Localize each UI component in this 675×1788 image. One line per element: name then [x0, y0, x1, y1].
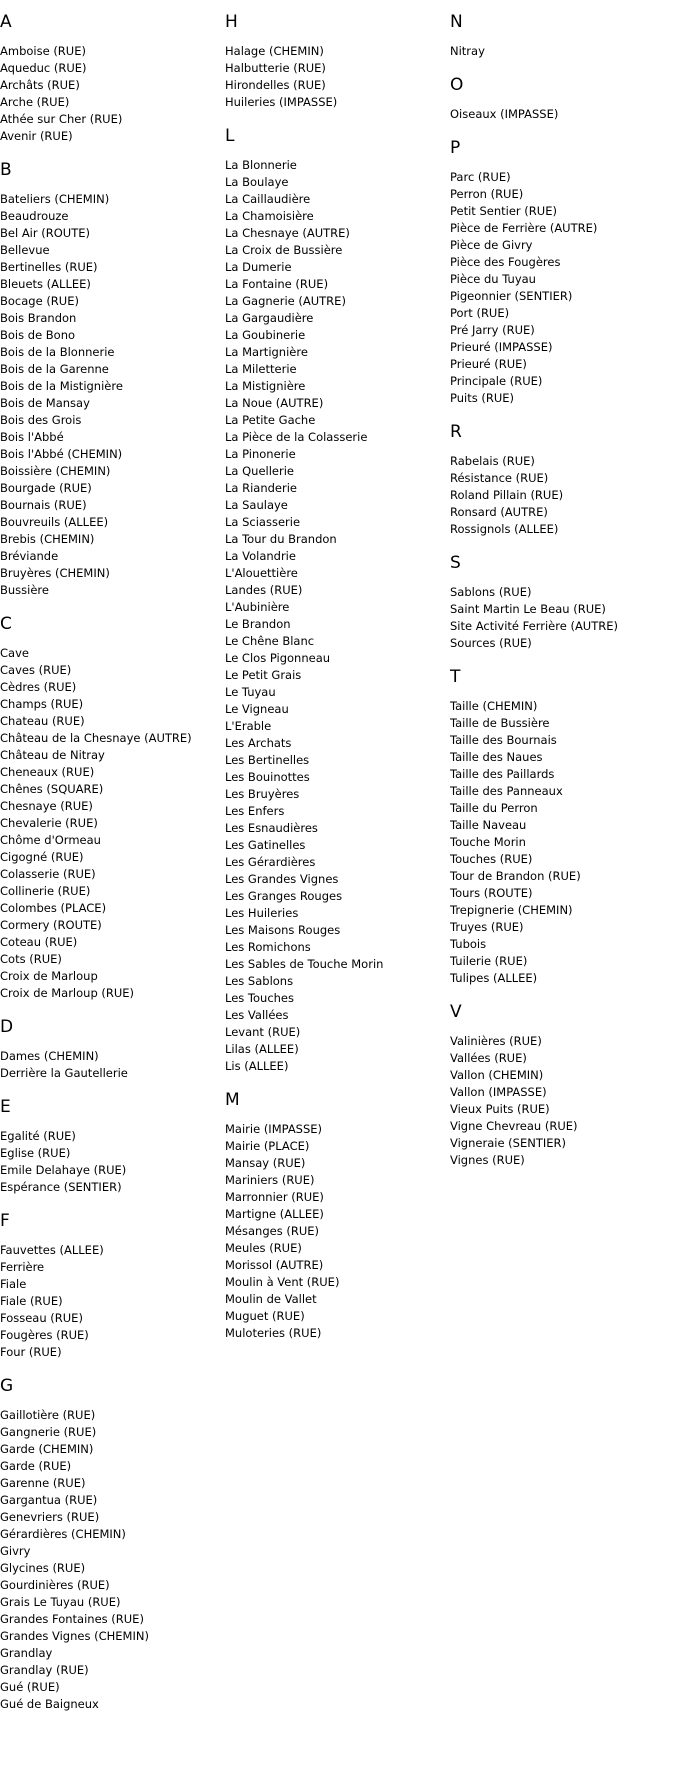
street-link[interactable]: Bouvreuils (ALLEE) [0, 515, 109, 529]
street-link[interactable]: Les Gérardières [225, 855, 316, 869]
street-link[interactable]: Le Brandon [225, 617, 291, 631]
street-link[interactable]: Vigne Chevreau (RUE) [450, 1119, 578, 1133]
street-link[interactable]: Les Bruyères [225, 787, 300, 801]
street-link[interactable]: Les Maisons Rouges [225, 923, 341, 937]
street-link[interactable]: Les Grandes Vignes [225, 872, 339, 886]
street-link[interactable]: Fauvettes (ALLEE) [0, 1243, 104, 1257]
letter-section [0, 1016, 220, 1082]
street-link[interactable]: Bocage (RUE) [0, 294, 79, 308]
street-link[interactable]: Touches (RUE) [450, 852, 533, 866]
street-link[interactable]: Givry [0, 1544, 31, 1558]
street-link[interactable]: Taille du Perron [450, 801, 538, 815]
street-link[interactable]: Lilas (ALLEE) [225, 1042, 299, 1056]
section-letter-heading: L [225, 126, 235, 146]
street-link[interactable]: Taille des Panneaux [450, 784, 563, 798]
street-link[interactable]: Arche (RUE) [0, 95, 70, 109]
street-link[interactable]: Cave [0, 646, 29, 660]
street-link[interactable]: Les Sables de Touche Morin [225, 957, 384, 971]
section-letter-heading: G [0, 1376, 14, 1396]
street-link[interactable]: La Boulaye [225, 175, 289, 189]
section-letter-heading: R [450, 422, 462, 442]
street-link[interactable]: Vignes (RUE) [450, 1153, 525, 1167]
street-link[interactable]: Pigeonnier (SENTIER) [450, 289, 573, 303]
street-column-2 [225, 0, 445, 1356]
street-link[interactable]: La Martignière [225, 345, 308, 359]
street-link[interactable]: Pièce de Givry [450, 238, 533, 252]
letter-section [0, 1375, 220, 1713]
street-link[interactable]: Les Esnaudières [225, 821, 318, 835]
street-link[interactable]: Garenne (RUE) [0, 1476, 86, 1490]
street-link[interactable]: Le Vigneau [225, 702, 289, 716]
street-link[interactable]: Parc (RUE) [450, 170, 511, 184]
street-link[interactable]: Puits (RUE) [450, 391, 515, 405]
street-link[interactable]: Grandes Vignes (CHEMIN) [0, 1629, 149, 1643]
street-column-3 [450, 0, 670, 1183]
street-link[interactable]: Gargantua (RUE) [0, 1493, 98, 1507]
street-link[interactable]: Tulipes (ALLEE) [450, 971, 538, 985]
street-link[interactable]: Gourdinières (RUE) [0, 1578, 110, 1592]
street-link[interactable]: Les Granges Rouges [225, 889, 343, 903]
street-link[interactable]: Moulin à Vent (RUE) [225, 1275, 340, 1289]
street-link[interactable]: Pièce de Ferrière (AUTRE) [450, 221, 598, 235]
letter-section [450, 421, 670, 538]
street-link[interactable]: La Volandrie [225, 549, 296, 563]
street-link[interactable]: Bois des Grois [0, 413, 82, 427]
letter-section [450, 11, 670, 60]
street-link[interactable]: Morissol (AUTRE) [225, 1258, 324, 1272]
street-link[interactable]: Nitray [450, 44, 485, 58]
street-link[interactable]: Avenir (RUE) [0, 129, 73, 143]
street-link[interactable]: Chênes (SQUARE) [0, 782, 104, 796]
street-link[interactable]: Bourgade (RUE) [0, 481, 92, 495]
street-link[interactable]: Grandes Fontaines (RUE) [0, 1612, 144, 1626]
street-link[interactable]: Tour de Brandon (RUE) [450, 869, 581, 883]
street-link[interactable]: La Chamoisière [225, 209, 314, 223]
street-link[interactable]: Les Gatinelles [225, 838, 306, 852]
street-link[interactable]: Les Vallées [225, 1008, 289, 1022]
street-link[interactable]: Martigne (ALLEE) [225, 1207, 324, 1221]
letter-section [450, 666, 670, 987]
street-link[interactable]: Port (RUE) [450, 306, 510, 320]
letter-section [450, 1001, 670, 1169]
street-link[interactable]: Petit Sentier (RUE) [450, 204, 557, 218]
street-link[interactable]: Fosseau (RUE) [0, 1311, 83, 1325]
street-link[interactable]: Vigneraie (SENTIER) [450, 1136, 566, 1150]
street-link[interactable]: Vieux Puits (RUE) [450, 1102, 550, 1116]
street-link[interactable]: Pré Jarry (RUE) [450, 323, 535, 337]
street-link[interactable]: Grandlay [0, 1646, 53, 1660]
street-link[interactable]: Les Bertinelles [225, 753, 310, 767]
street-link[interactable]: La Petite Gache [225, 413, 316, 427]
street-link[interactable]: Croix de Marloup [0, 969, 98, 983]
letter-section [450, 137, 670, 407]
street-link[interactable]: Touche Morin [450, 835, 526, 849]
section-letter-heading: T [450, 667, 461, 687]
street-link[interactable]: La Rianderie [225, 481, 298, 495]
letter-section [0, 159, 220, 599]
street-link[interactable]: Saint Martin Le Beau (RUE) [450, 602, 606, 616]
street-link[interactable]: Grais Le Tuyau (RUE) [0, 1595, 121, 1609]
section-letter-heading: N [450, 12, 463, 32]
street-link[interactable]: Taille Naveau [450, 818, 527, 832]
street-link[interactable]: Levant (RUE) [225, 1025, 301, 1039]
street-link[interactable]: La Pinonerie [225, 447, 296, 461]
section-letter-heading: M [225, 1090, 240, 1110]
section-letter-heading: E [0, 1097, 11, 1117]
street-link[interactable]: Brebis (CHEMIN) [0, 532, 95, 546]
street-link[interactable]: Gérardières (CHEMIN) [0, 1527, 126, 1541]
street-link[interactable]: Les Sablons [225, 974, 294, 988]
street-link[interactable]: Pièce du Tuyau [450, 272, 536, 286]
street-link[interactable]: Oiseaux (IMPASSE) [450, 107, 559, 121]
street-link[interactable]: Principale (RUE) [450, 374, 543, 388]
street-link[interactable]: Tubois [450, 937, 487, 951]
letter-section [0, 613, 220, 1002]
street-link[interactable]: Gangnerie (RUE) [0, 1425, 97, 1439]
street-link[interactable]: Champs (RUE) [0, 697, 84, 711]
street-link[interactable]: Caves (RUE) [0, 663, 72, 677]
section-letter-heading: V [450, 1002, 462, 1022]
section-letter-heading: P [450, 138, 461, 158]
street-link[interactable]: Château de la Chesnaye (AUTRE) [0, 731, 192, 745]
street-link[interactable]: Tours (ROUTE) [450, 886, 533, 900]
street-link[interactable]: Bel Air (ROUTE) [0, 226, 90, 240]
street-link[interactable]: Chateau (RUE) [0, 714, 85, 728]
street-link[interactable]: Roland Pillain (RUE) [450, 488, 564, 502]
street-link[interactable]: Valinières (RUE) [450, 1034, 542, 1048]
street-link[interactable]: Gué de Baigneux [0, 1697, 99, 1711]
section-letter-heading: O [450, 75, 464, 95]
street-link[interactable]: La Mistignière [225, 379, 306, 393]
street-link[interactable]: Les Huileries [225, 906, 299, 920]
street-link[interactable]: Fiale [0, 1277, 27, 1291]
street-link[interactable]: Garde (RUE) [0, 1459, 72, 1473]
street-link[interactable]: Prieuré (RUE) [450, 357, 527, 371]
street-link[interactable]: Garde (CHEMIN) [0, 1442, 94, 1456]
street-link[interactable]: Collinerie (RUE) [0, 884, 91, 898]
street-link[interactable]: La Saulaye [225, 498, 288, 512]
section-letter-heading: D [0, 1017, 14, 1037]
street-link[interactable]: Château de Nitray [0, 748, 105, 762]
street-link[interactable]: Bois Brandon [0, 311, 77, 325]
section-letter-heading: S [450, 553, 461, 573]
street-link[interactable]: L'Erable [225, 719, 272, 733]
street-link[interactable]: Le Clos Pigonneau [225, 651, 331, 665]
street-link[interactable]: Derrière la Gautellerie [0, 1066, 128, 1080]
street-link[interactable]: Bournais (RUE) [0, 498, 87, 512]
street-link[interactable]: Mairie (PLACE) [225, 1139, 310, 1153]
street-link[interactable]: Hirondelles (RUE) [225, 78, 326, 92]
street-link[interactable]: Site Activité Ferrière (AUTRE) [450, 619, 618, 633]
street-link[interactable]: L'Aubinière [225, 600, 290, 614]
street-link[interactable]: Bois de la Garenne [0, 362, 109, 376]
letter-section [0, 11, 220, 145]
street-link[interactable]: Taille de Bussière [450, 716, 550, 730]
street-link[interactable]: Aqueduc (RUE) [0, 61, 87, 75]
street-link[interactable]: Mairie (IMPASSE) [225, 1122, 323, 1136]
street-link[interactable]: Emile Delahaye (RUE) [0, 1163, 127, 1177]
street-link[interactable]: Tuilerie (RUE) [450, 954, 528, 968]
street-link[interactable]: La Caillaudière [225, 192, 311, 206]
street-link[interactable]: Les Romichons [225, 940, 311, 954]
street-link[interactable]: Colombes (PLACE) [0, 901, 107, 915]
street-link[interactable]: Archâts (RUE) [0, 78, 80, 92]
letter-section [225, 125, 445, 1075]
street-link[interactable]: Mésanges (RUE) [225, 1224, 319, 1238]
street-link[interactable]: Vallon (CHEMIN) [450, 1068, 544, 1082]
street-link[interactable]: Taille des Bournais [450, 733, 557, 747]
street-link[interactable]: Cigogné (RUE) [0, 850, 84, 864]
street-link[interactable]: Bois de la Blonnerie [0, 345, 115, 359]
street-link[interactable]: Mariniers (RUE) [225, 1173, 315, 1187]
street-link[interactable]: La Noue (AUTRE) [225, 396, 324, 410]
street-link[interactable]: La Blonnerie [225, 158, 297, 172]
street-link[interactable]: Le Tuyau [225, 685, 276, 699]
street-link[interactable]: Meules (RUE) [225, 1241, 302, 1255]
street-link[interactable]: Taille (CHEMIN) [450, 699, 538, 713]
street-link[interactable]: La Gagnerie (AUTRE) [225, 294, 346, 308]
street-link[interactable]: Cormery (ROUTE) [0, 918, 102, 932]
street-link[interactable]: Le Petit Grais [225, 668, 302, 682]
street-link[interactable]: L'Alouettière [225, 566, 298, 580]
street-link[interactable]: Ferrière [0, 1260, 45, 1274]
street-link[interactable]: Trepignerie (CHEMIN) [450, 903, 573, 917]
street-link[interactable]: Genevriers (RUE) [0, 1510, 100, 1524]
street-link[interactable]: Lis (ALLEE) [225, 1059, 289, 1073]
street-link[interactable]: Le Chêne Blanc [225, 634, 315, 648]
street-link[interactable]: Prieuré (IMPASSE) [450, 340, 553, 354]
street-link[interactable]: Cèdres (RUE) [0, 680, 77, 694]
street-link[interactable]: Glycines (RUE) [0, 1561, 86, 1575]
street-link[interactable]: Sources (RUE) [450, 636, 532, 650]
street-link[interactable]: Pièce des Fougères [450, 255, 561, 269]
street-link[interactable]: La Quellerie [225, 464, 294, 478]
street-link[interactable]: Cots (RUE) [0, 952, 62, 966]
street-link[interactable]: Boissière (CHEMIN) [0, 464, 111, 478]
street-link[interactable]: Vallon (IMPASSE) [450, 1085, 547, 1099]
street-link[interactable]: Bateliers (CHEMIN) [0, 192, 110, 206]
street-link[interactable]: Les Touches [225, 991, 294, 1005]
street-link[interactable]: Sablons (RUE) [450, 585, 532, 599]
street-link[interactable]: Bois de la Mistignière [0, 379, 123, 393]
street-link[interactable]: Athée sur Cher (RUE) [0, 112, 123, 126]
street-link[interactable]: Rabelais (RUE) [450, 454, 535, 468]
section-letter-heading: A [0, 12, 12, 32]
street-link[interactable]: Les Bouinottes [225, 770, 310, 784]
street-link[interactable]: Ronsard (AUTRE) [450, 505, 548, 519]
section-letter-heading: F [0, 1211, 10, 1231]
section-letter-heading: C [0, 614, 12, 634]
section-letter-heading: B [0, 160, 12, 180]
street-link[interactable]: Marronnier (RUE) [225, 1190, 324, 1204]
street-link[interactable]: Croix de Marloup (RUE) [0, 986, 135, 1000]
street-link[interactable]: La Tour du Brandon [225, 532, 337, 546]
street-link[interactable]: Rossignols (ALLEE) [450, 522, 559, 536]
street-link[interactable]: Halbutterie (RUE) [225, 61, 326, 75]
street-link[interactable]: Bois de Bono [0, 328, 76, 342]
street-link[interactable]: Résistance (RUE) [450, 471, 549, 485]
street-link[interactable]: Muguet (RUE) [225, 1309, 305, 1323]
street-link[interactable]: Coteau (RUE) [0, 935, 78, 949]
section-letter-heading: H [225, 12, 238, 32]
street-link[interactable]: La Sciasserie [225, 515, 301, 529]
street-link[interactable]: Truyes (RUE) [450, 920, 524, 934]
street-link[interactable]: La Pièce de la Colasserie [225, 430, 368, 444]
street-link[interactable]: Perron (RUE) [450, 187, 524, 201]
street-link[interactable]: Les Archats [225, 736, 292, 750]
street-link[interactable]: Fiale (RUE) [0, 1294, 63, 1308]
street-link[interactable]: Bussière [0, 583, 49, 597]
street-link[interactable]: La Fontaine (RUE) [225, 277, 329, 291]
street-link[interactable]: Bréviande [0, 549, 59, 563]
street-link[interactable]: Colasserie (RUE) [0, 867, 96, 881]
street-link[interactable]: Eglise (RUE) [0, 1146, 71, 1160]
street-link[interactable]: Halage (CHEMIN) [225, 44, 324, 58]
street-link[interactable]: Gué (RUE) [0, 1680, 60, 1694]
street-link[interactable]: Bruyères (CHEMIN) [0, 566, 110, 580]
street-link[interactable]: Amboise (RUE) [0, 44, 86, 58]
street-link[interactable]: Les Enfers [225, 804, 285, 818]
street-link[interactable]: Huileries (IMPASSE) [225, 95, 338, 109]
street-link[interactable]: Beaudrouze [0, 209, 69, 223]
letter-section [225, 1089, 445, 1342]
street-link[interactable]: Grandlay (RUE) [0, 1663, 89, 1677]
street-link[interactable]: Bois de Mansay [0, 396, 90, 410]
street-link[interactable]: Chevalerie (RUE) [0, 816, 98, 830]
street-link[interactable]: Chôme d'Ormeau [0, 833, 101, 847]
street-link[interactable]: Muloteries (RUE) [225, 1326, 322, 1340]
street-link[interactable]: Bois l'Abbé [0, 430, 64, 444]
street-link[interactable]: Bleuets (ALLEE) [0, 277, 91, 291]
street-link[interactable]: Four (RUE) [0, 1345, 62, 1359]
street-link[interactable]: La Miletterie [225, 362, 297, 376]
street-link[interactable]: La Goubinerie [225, 328, 306, 342]
street-link[interactable]: Bertinelles (RUE) [0, 260, 98, 274]
letter-section [225, 11, 445, 111]
street-link[interactable]: Mansay (RUE) [225, 1156, 306, 1170]
letter-section [0, 1096, 220, 1196]
street-link[interactable]: Fougères (RUE) [0, 1328, 89, 1342]
street-link[interactable]: Bellevue [0, 243, 50, 257]
street-link[interactable]: La Gargaudière [225, 311, 314, 325]
street-link[interactable]: Gaillotière (RUE) [0, 1408, 96, 1422]
street-link[interactable]: La Croix de Bussière [225, 243, 343, 257]
letter-section [450, 552, 670, 652]
street-link[interactable]: Bois l'Abbé (CHEMIN) [0, 447, 123, 461]
street-link[interactable]: Landes (RUE) [225, 583, 303, 597]
street-link[interactable]: Egalité (RUE) [0, 1129, 76, 1143]
street-link[interactable]: Vallées (RUE) [450, 1051, 527, 1065]
street-link[interactable]: Taille des Paillards [450, 767, 555, 781]
street-link[interactable]: Dames (CHEMIN) [0, 1049, 99, 1063]
street-column-1 [0, 0, 220, 1727]
street-link[interactable]: La Chesnaye (AUTRE) [225, 226, 350, 240]
street-link[interactable]: Taille des Naues [450, 750, 543, 764]
letter-section [0, 1210, 220, 1361]
street-link[interactable]: La Dumerie [225, 260, 292, 274]
street-link[interactable]: Espérance (SENTIER) [0, 1180, 122, 1194]
street-link[interactable]: Chesnaye (RUE) [0, 799, 93, 813]
letter-section [450, 74, 670, 123]
street-link[interactable]: Moulin de Vallet [225, 1292, 317, 1306]
street-link[interactable]: Cheneaux (RUE) [0, 765, 95, 779]
